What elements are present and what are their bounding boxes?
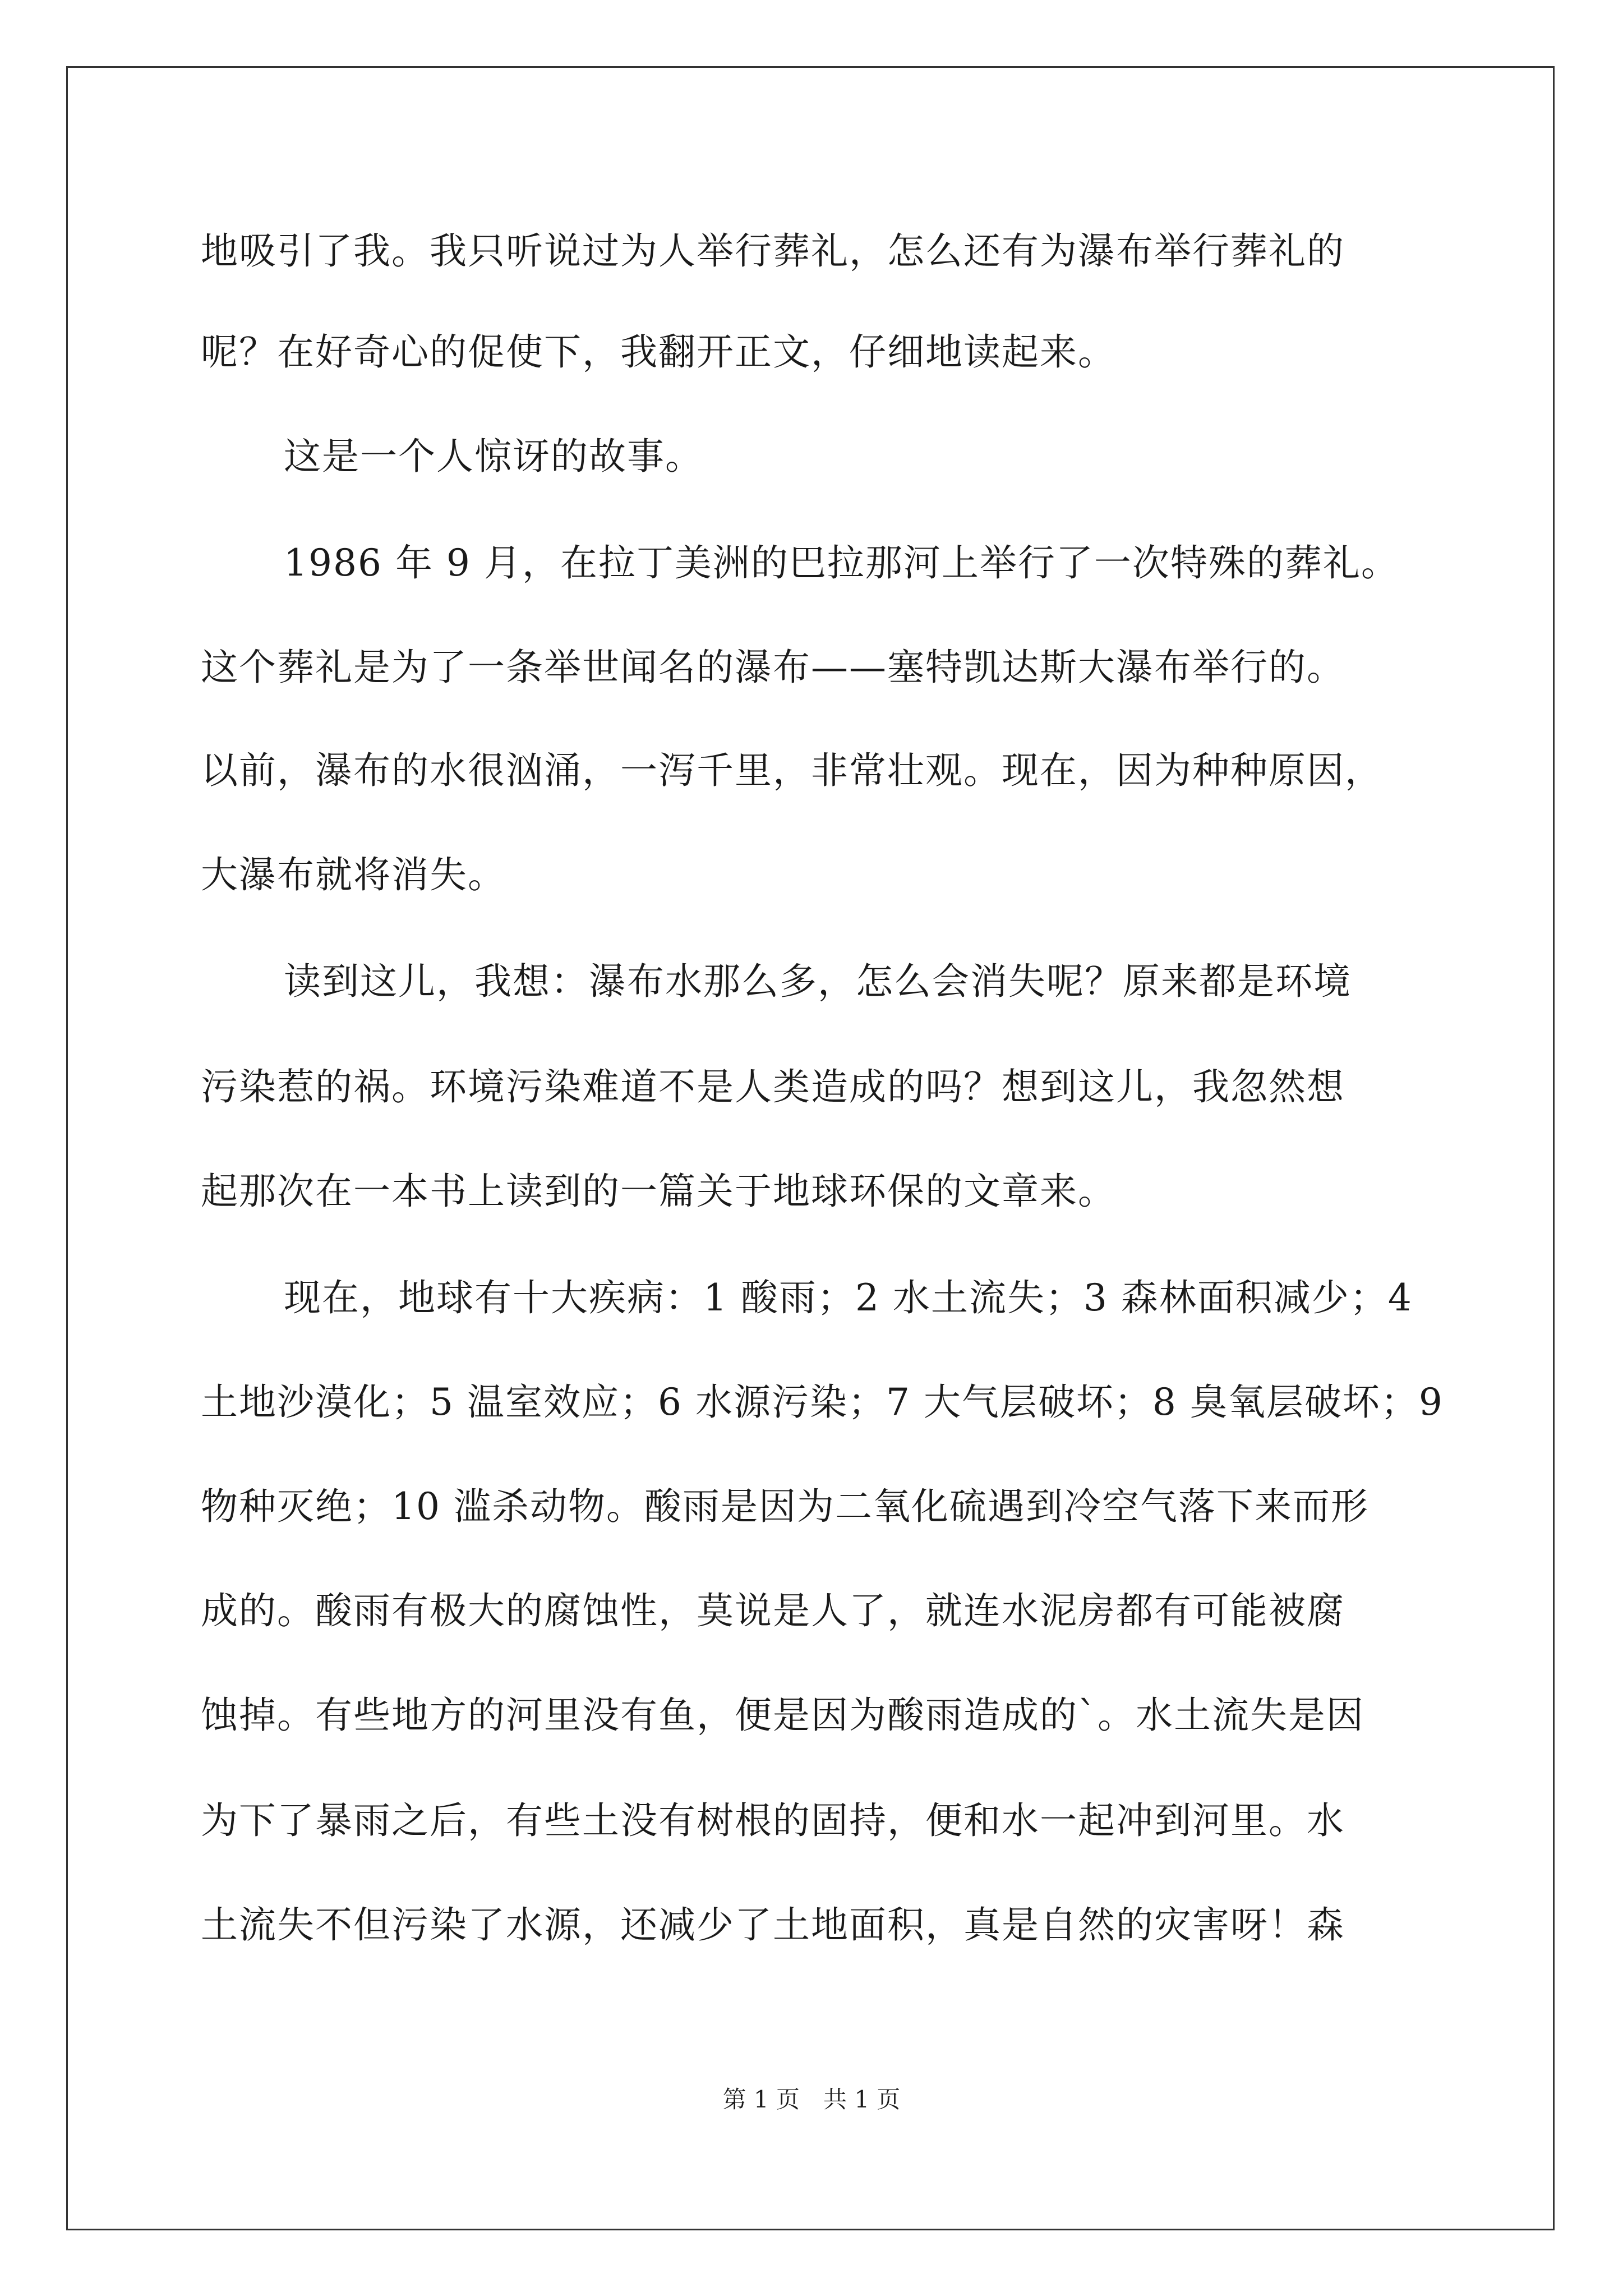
- page-footer: 第 1 页 共 1 页: [722, 2086, 901, 2113]
- text-line: 读到这儿，我想：瀑布水那么多，怎么会消失呢？原来都是环境: [284, 960, 1352, 1003]
- text-line: 呢？在好奇心的促使下，我翻开正文，仔细地读起来。: [201, 330, 1116, 374]
- text-line: 蚀掉。有些地方的河里没有鱼，便是因为酸雨造成的`。水土流失是因: [201, 1694, 1364, 1737]
- text-line: 为下了暴雨之后，有些土没有树根的固持，便和水一起冲到河里。水: [201, 1799, 1345, 1842]
- text-line: 大瀑布就将消失。: [201, 853, 506, 896]
- text-line: 土地沙漠化；5 温室效应；6 水源污染；7 大气层破坏；8 臭氧层破坏；9: [201, 1381, 1444, 1424]
- text-line: 起那次在一本书上读到的一篇关于地球环保的文章来。: [201, 1170, 1116, 1213]
- text-line: 成的。酸雨有极大的腐蚀性，莫说是人了，就连水泥房都有可能被腐: [201, 1589, 1345, 1632]
- text-line: 这个葬礼是为了一条举世闻名的瀑布——塞特凯达斯大瀑布举行的。: [201, 646, 1345, 689]
- text-line: 物种灭绝；10 滥杀动物。酸雨是因为二氧化硫遇到冷空气落下来而形: [201, 1485, 1369, 1528]
- text-line: 这是一个人惊讶的故事。: [284, 435, 703, 478]
- text-line: 污染惹的祸。环境污染难道不是人类造成的吗？想到这儿，我忽然想: [201, 1065, 1345, 1108]
- text-line: 以前，瀑布的水很汹涌，一泻千里，非常壮观。现在，因为种种原因，: [201, 749, 1383, 792]
- text-line: 现在，地球有十大疾病：1 酸雨；2 水土流失；3 森林面积减少；4: [284, 1276, 1413, 1319]
- text-line: 土流失不但污染了水源，还减少了土地面积，真是自然的灾害呀！森: [201, 1903, 1345, 1947]
- text-line: 1986 年 9 月，在拉丁美洲的巴拉那河上举行了一次特殊的葬礼。: [284, 541, 1399, 585]
- text-line: 地吸引了我。我只听说过为人举行葬礼，怎么还有为瀑布举行葬礼的: [201, 229, 1345, 273]
